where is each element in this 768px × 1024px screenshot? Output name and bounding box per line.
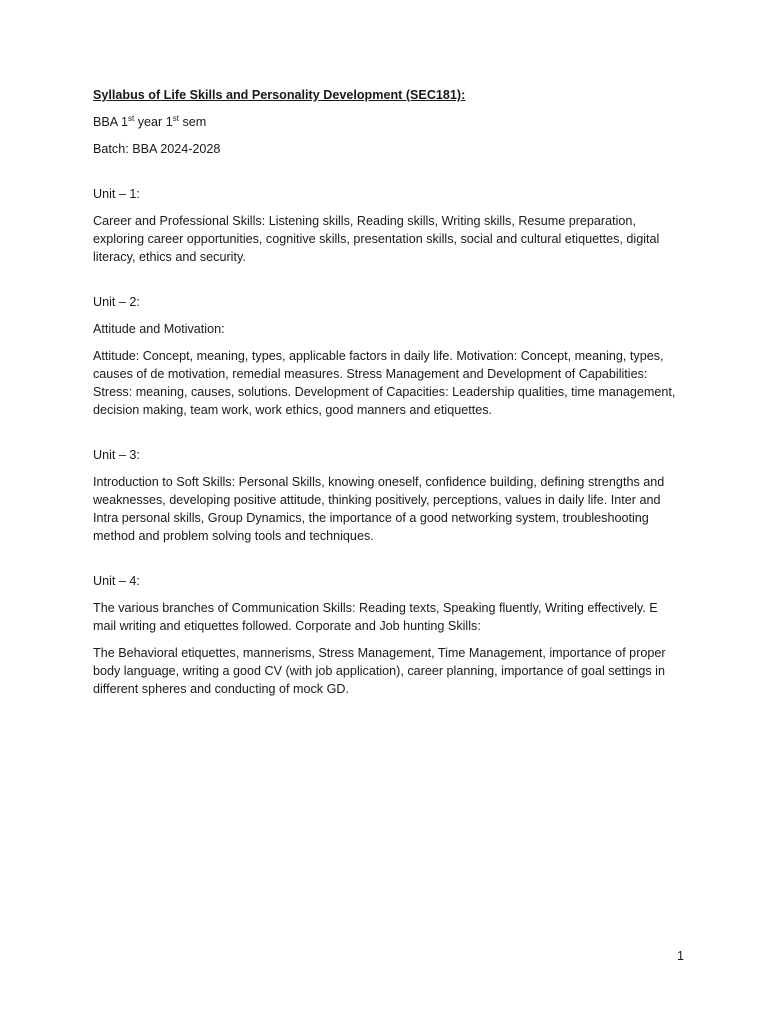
class-superscript-1: st	[128, 113, 135, 123]
batch-line: Batch: BBA 2024-2028	[93, 142, 221, 156]
spacer	[93, 167, 683, 185]
unit-3-heading: Unit – 3:	[93, 448, 140, 462]
class-superscript-2: st	[172, 113, 179, 123]
unit-2-paragraph: Attitude: Concept, meaning, types, applicable factors in daily life. Motivation: Concept, meaning, types, causes of de motivation, remedial measures. Stress Management and Development of Capabilities: Stress: meaning, causes, solutions. Development of Capacities: Leadership qualities, time management, decision making, team work, work ethics, good manners and etiquettes.	[93, 349, 676, 417]
class-suffix: sem	[179, 115, 207, 129]
unit-3-paragraph: Introduction to Soft Skills: Personal Skills, knowing oneself, confidence building, defining strengths and weaknesses, developing positive attitude, thinking positively, perceptions, values in daily life. Inter and Intra personal skills, Group Dynamics, the importance of a good networking system, troubleshooting method and problem solving tools and techniques.	[93, 475, 665, 543]
document-body	[93, 86, 683, 707]
document-title: Syllabus of Life Skills and Personality Development (SEC181):	[93, 88, 466, 102]
spacer	[93, 428, 683, 446]
unit-1-heading: Unit – 1:	[93, 187, 140, 201]
spacer	[93, 275, 683, 293]
unit-4-paragraph-2: The Behavioral etiquettes, mannerisms, Stress Management, Time Management, importance of proper body language, writing a good CV (with job application), career planning, importance of goal settings in different spheres and conducting of mock GD.	[93, 646, 666, 696]
class-prefix: BBA 1	[93, 115, 129, 129]
unit-2-heading: Unit – 2:	[93, 295, 140, 309]
class-line	[93, 113, 683, 131]
page-number: 1	[676, 949, 684, 963]
unit-4-heading: Unit – 4:	[93, 574, 140, 588]
spacer	[93, 554, 683, 572]
class-middle: year 1	[134, 115, 173, 129]
unit-2-subheading: Attitude and Motivation:	[93, 322, 225, 336]
unit-4-paragraph-1: The various branches of Communication Skills: Reading texts, Speaking fluently, Writing effectively. E mail writing and etiquettes followed. Corporate and Job hunting Skills:	[93, 601, 658, 633]
unit-1-paragraph: Career and Professional Skills: Listening skills, Reading skills, Writing skills, Resume preparation, exploring career opportunities, cognitive skills, presentation skills, social and cultural etiquettes, digital literacy, ethics and security.	[93, 214, 660, 264]
